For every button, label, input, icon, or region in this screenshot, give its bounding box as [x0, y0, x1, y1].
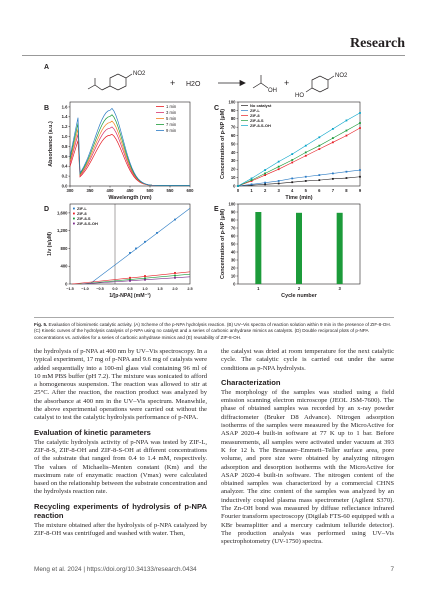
chart-c-point [346, 135, 348, 137]
chart-d-xlabel: 1/[p-NPA] (mM⁻¹) [109, 293, 151, 299]
chart-e-ytick-label: 20 [230, 265, 236, 271]
chart-e-xtick-label: 2 [297, 286, 301, 291]
chart-c-ytick-label: 40 [230, 149, 236, 155]
chart-d-point [129, 252, 131, 254]
chart-c-xtick-label: 0 [236, 188, 240, 193]
chart-c-point [359, 112, 361, 114]
chart-c-ytick-label: 100 [228, 99, 236, 105]
left-column [34, 348, 207, 538]
header-rule [22, 55, 405, 56]
chart-c-point [332, 173, 334, 175]
chart-d-legend-label: ZIF-L [77, 206, 87, 211]
chart-b-ytick-label: 0.6 [61, 153, 68, 159]
chart-b-xtick-label: 350 [86, 188, 94, 193]
chart-c-ytick-label: 50 [230, 141, 236, 147]
chart-c-legend-label: ZIF-8 [250, 113, 260, 118]
reactant-no2-label: NO2 [133, 71, 146, 77]
chart-c-xtick-label: 3 [277, 188, 280, 193]
chart-c-xtick-label: 7 [331, 188, 335, 193]
chart-c-point [359, 127, 361, 129]
chart-c-ytick-label: 60 [230, 133, 236, 138]
chart-d-point [174, 275, 176, 277]
chart-b-ytick-label: 0.8 [61, 143, 68, 149]
heading-recycling-experiments: Recycling experiments of hydrolysis of p-NPA reaction [34, 501, 207, 520]
chart-d-legend-label: ZIF-8 [77, 211, 87, 216]
chart-c-point [291, 153, 293, 155]
chart-b-legend-label: 7 min [166, 122, 177, 127]
chart-d-point [144, 279, 146, 281]
chart-c-point [237, 185, 239, 187]
caption-text: Evaluation of biomimetic catalytic activity. (A) Scheme of the p-NPA hydrolysis reaction. (B) UV–Vis spectra of reaction solution within 9 min in the presence of ZIF-8-OH. (C) Kinetic curves of the hydrolysis catalysis of p-NPA using no catalyst and a series of carbonic anhydrase mimics as catalysts. (D) Double reciprocal plots of p-NPA concentrations vs. activities for a series of carbonic anhydrase mimics and (E) reusability of ZIF-8-OH. [34, 322, 391, 340]
chart-d-legend-swatch [73, 213, 75, 215]
chart-c-point [359, 176, 361, 178]
chart-d-xtick-label: 2.0 [172, 287, 178, 291]
chart-d-xtick-label: 0.0 [112, 287, 118, 291]
chart-b-xtick-label: 600 [186, 188, 194, 193]
chart-c-ytick-label: 20 [230, 166, 236, 172]
chart-b-ylabel: Absorbance (a.u.) [48, 121, 54, 167]
chart-c-point [278, 166, 280, 168]
chart-e-bar-3 [337, 213, 343, 284]
acetic-acid-molecule [253, 75, 268, 88]
chart-c-point [305, 155, 307, 157]
chart-c-xtick-label: 9 [358, 188, 362, 193]
chart-b-ytick-label: 1.6 [61, 104, 68, 110]
chart-d-point [135, 248, 137, 250]
chart-d-ytick-label: 800 [60, 245, 68, 251]
chart-d-point [129, 280, 131, 282]
chart-c-ytick-label: 0 [233, 183, 236, 189]
chart-c-point [332, 141, 334, 143]
chart-d-point [174, 219, 176, 221]
chart-c-point [346, 171, 348, 173]
chart-e-ylabel: Concentration of p-NP (μM) [220, 209, 226, 279]
chart-c-point [318, 145, 320, 147]
chart-b-ytick-label: 1.0 [61, 133, 68, 139]
chart-c-point [264, 173, 266, 175]
plus-sign-1: + [170, 78, 176, 88]
reactant-molecule [88, 74, 132, 90]
chart-e-ytick-label: 90 [230, 209, 236, 215]
chart-c-point [346, 130, 348, 132]
chart-e-bar-1 [255, 212, 261, 284]
chart-d-xtick-label: 1.0 [142, 287, 148, 291]
chart-d-point [174, 277, 176, 279]
arrow [218, 81, 245, 86]
chart-d-legend-label: ZIF-8-S-OH [77, 221, 98, 226]
chart-c-point [291, 181, 293, 183]
chart-c-ytick-label: 80 [230, 116, 236, 122]
chart-b-legend-label: 1 min [166, 104, 177, 109]
chart-c-ytick-label: 10 [230, 175, 236, 180]
chart-c-point [359, 169, 361, 171]
product-no2-label: NO2 [335, 73, 348, 79]
figure-caption [34, 322, 394, 341]
chart-c-xtick-label: 5 [304, 188, 307, 193]
chart-c-legend-label: ZIF-8-S [250, 118, 264, 123]
chart-d-ytick-label: 0 [65, 281, 68, 287]
chart-e-xlabel: Cycle number [281, 293, 317, 299]
chart-c-point [291, 162, 293, 164]
chart-b-series-1 [70, 127, 190, 186]
heading-kinetic-parameters: Evaluation of kinetic parameters [34, 427, 151, 437]
chart-d-point [144, 241, 146, 243]
chart-d-ytick-label: 1,200 [57, 228, 68, 234]
chart-b-legend-label: 9 min [166, 128, 177, 133]
chart-c-ytick-label: 90 [230, 107, 236, 113]
chart-c-legend-label: ZIF-8-S-OH [250, 123, 271, 128]
chart-c-point [278, 168, 280, 170]
panel-label-d: D [44, 206, 50, 213]
panel-label-a: A [44, 64, 50, 71]
chart-e-xtick-label: 1 [257, 286, 260, 291]
chart-c-point [359, 122, 361, 124]
chart-b-uv-vis [48, 102, 194, 201]
chart-c-xtick-label: 2 [263, 188, 267, 193]
chart-e-xtick-label: 3 [338, 286, 341, 291]
chart-b-xlabel: Wavelength (nm) [108, 195, 152, 201]
chart-c-point [318, 148, 320, 150]
chart-c-xtick-label: 4 [291, 188, 294, 193]
chart-c-point [318, 174, 320, 176]
panel-label-b: B [44, 105, 50, 112]
chart-d-ytick-label: 1,600 [57, 210, 68, 216]
chart-c-point [278, 183, 280, 185]
caption-label: Fig. 5. [34, 322, 48, 327]
chart-c-legend-label: ZIF-L [250, 108, 260, 113]
chart-b-ytick-label: 0.4 [61, 163, 68, 169]
panel-label-e: E [214, 206, 219, 213]
acid-oh-label: OH [268, 88, 277, 94]
chart-e-ytick-label: 80 [230, 217, 236, 223]
left-paragraph-3: The mixture obtained after the hydrolysis of p-NPA catalyzed by ZIF-8-OH was centrifuged and washed with water. Then, [34, 521, 207, 538]
nitrophenol-molecule [306, 76, 334, 92]
chart-c-point [332, 178, 334, 180]
chart-c-point [305, 145, 307, 147]
chart-c-xlabel: Time (min) [285, 195, 313, 201]
chart-c-point [251, 179, 253, 181]
chart-d-xtick-label: 1.5 [157, 287, 163, 291]
chart-c-point [264, 174, 266, 176]
chart-c-point [291, 178, 293, 180]
figure-5 [40, 58, 380, 318]
chart-c-point [332, 137, 334, 139]
chart-c-point [346, 120, 348, 122]
chart-e-ytick-label: 70 [230, 225, 236, 231]
chart-c-point [305, 180, 307, 182]
chart-c-xtick-label: 1 [250, 188, 253, 193]
chart-e-ytick-label: 60 [230, 233, 236, 239]
chart-d-legend-swatch [73, 223, 75, 225]
chart-c-legend-label: No catalyst [250, 103, 272, 108]
chart-d-point [144, 275, 146, 277]
chart-d-ylabel: 1/v (s/μM) [47, 232, 53, 256]
chart-b-legend-label: 3 min [166, 110, 177, 115]
chart-c-point [264, 182, 266, 184]
heading-characterization: Characterization [221, 377, 281, 387]
left-paragraph-2: The catalytic hydrolysis activity of p-NPA was tested by ZIF-L, ZIF-8-S, ZIF-8-OH and ZIF-8-S-OH at different concentrations of the substrate that ranged from 0.4 to 1.4 mM, respectively. The values of Michaelis–Menten constant (Km) and the maximum rate of enzymatic reaction (Vmax) were calculated based on the relationship between the substrate concentration and the hydrolysis reaction rate. [34, 438, 207, 496]
chart-b-xtick-label: 550 [166, 188, 174, 193]
chart-b-ytick-label: 1.2 [61, 124, 68, 130]
chart-e-ytick-label: 40 [230, 249, 236, 255]
chart-d-point [156, 232, 158, 234]
chart-e-ytick-label: 10 [230, 273, 236, 279]
chart-e-reusability [220, 201, 360, 299]
chart-c-ytick-label: 30 [230, 158, 236, 164]
chart-c-ytick-label: 70 [230, 124, 236, 130]
chart-c-point [251, 178, 253, 180]
chart-b-ytick-label: 1.4 [61, 114, 68, 120]
chart-c-series-3 [238, 123, 360, 186]
chart-c-point [332, 128, 334, 130]
chart-e-ytick-label: 30 [230, 257, 236, 263]
chart-c-point [251, 183, 253, 185]
chart-c-series-0 [238, 177, 360, 186]
page-number: 7 [390, 566, 394, 573]
chart-c-point [278, 180, 280, 182]
chart-c-point [278, 161, 280, 163]
chart-c-kinetics [220, 99, 362, 201]
right-column [221, 348, 394, 547]
chart-d-xtick-label: −1.5 [66, 287, 74, 291]
journal-title: Research [350, 36, 405, 51]
chart-b-xtick-label: 300 [66, 188, 74, 193]
chart-d-legend-label: ZIF-8-S [77, 216, 91, 221]
product-ho-label: HO [295, 93, 304, 99]
chart-c-point [264, 183, 266, 185]
chart-d-xtick-label: −0.5 [96, 287, 104, 291]
chart-d-xtick-label: 2.5 [187, 287, 193, 291]
chart-c-point [305, 176, 307, 178]
chart-e-ytick-label: 50 [230, 241, 236, 247]
chart-d-point [129, 277, 131, 279]
chart-d-xtick-label: −1.0 [81, 287, 89, 291]
chart-c-ylabel: Concentration of p-NP (μM) [220, 109, 226, 179]
chart-c-xtick-label: 8 [345, 188, 348, 193]
chart-c-point [346, 177, 348, 179]
caption-rule [34, 317, 394, 318]
chart-d-legend-swatch [73, 208, 75, 210]
panel-label-c: C [214, 105, 220, 112]
chart-b-xtick-label: 450 [126, 188, 134, 193]
right-paragraph-2: The morphology of the samples was studied using a field emission scanning electron microscope (JEOL JSM-7600). The phase of obtained samples was recorded by an x-ray powder diffractometer (Bruker D8 Advance). Nitrogen adsorption isotherms of the samples were measured by the MicroActive for ASAP 2020-4 built-in software at 77 K up to 1 bar. Before measurements, all samples were activated under vacuum at 393 K for 12 h. The Brunauer–Emmett–Teller surface area, pore volume, and pore size were obtained by analyzing nitrogen adsorption and desorption isotherms with the MicroActive for ASAP 2020-4 built-in software. The nitrogen content of the obtained samples was characterized by a commercial CHNS analyzer. The zinc content of the samples was analyzed by an inductively coupled plasma mass spectrometer (Agilent S370). The Zn-OH bond was measured by diffuse reflectance infrared Fourier transform spectroscopy (Digilab FTS-60 equipped with a KBr beamsplitter and a mercury cadmium telluride detector). The production analysis was performed using UV–Vis spectrophotometry (UV-1750) spectra. [221, 388, 394, 546]
chart-b-xtick-label: 400 [106, 188, 114, 193]
chart-d-point [144, 277, 146, 279]
chart-c-point [318, 136, 320, 138]
chart-b-ytick-label: 0.2 [61, 173, 68, 179]
chart-b-xtick-label: 500 [146, 188, 154, 193]
chart-b-ytick-label: 0.0 [61, 183, 68, 189]
left-paragraph-1: the hydrolysis of p-NPA at 400 nm by UV–Vis spectroscopy. In a typical experiment, 17 mg of p-NPA and 9.6 mg of catalysts were added sequentially into a 100-ml glass vial containing 96 ml of 10 mM PBS buffer (pH 7.2). The mixture was sonicated to afford a homogeneous suspension. The reaction was allowed to stir at 25°C. After the reaction, the reaction product was analyzed by the absorbance at 400 nm in the UV–Vis spectrum. Meanwhile, the above experimental operations were carried out without the catalyst to test the catalytic hydrolysis performance of p-NPA. [34, 348, 207, 422]
chart-c-point [305, 152, 307, 154]
chart-c-point [318, 179, 320, 181]
chart-d-double-reciprocal [47, 204, 193, 299]
chart-c-point [291, 159, 293, 161]
plus-sign-2: + [284, 78, 290, 88]
chart-d-xtick-label: 0.5 [127, 287, 133, 291]
chart-e-ytick-label: 0 [233, 281, 236, 287]
chart-c-xtick-label: 6 [318, 188, 321, 193]
chart-c-point [264, 169, 266, 171]
footer-citation[interactable]: Meng et al. 2024 | https://doi.org/10.34133/research.0434 [34, 566, 197, 573]
right-paragraph-1: the catalyst was dried at room temperature for the next catalytic cycle. The catalytic cycle is carried out under the same conditions as p-NPA hydrolysis. [221, 348, 394, 372]
chart-e-ytick-label: 100 [228, 201, 236, 207]
water-label: H2O [186, 81, 201, 88]
chart-e-bar-2 [296, 213, 302, 284]
chart-d-point [174, 272, 176, 274]
chart-d-ytick-label: 400 [60, 263, 68, 269]
chart-b-legend-label: 5 min [166, 116, 177, 121]
chart-d-legend-swatch [73, 218, 75, 220]
